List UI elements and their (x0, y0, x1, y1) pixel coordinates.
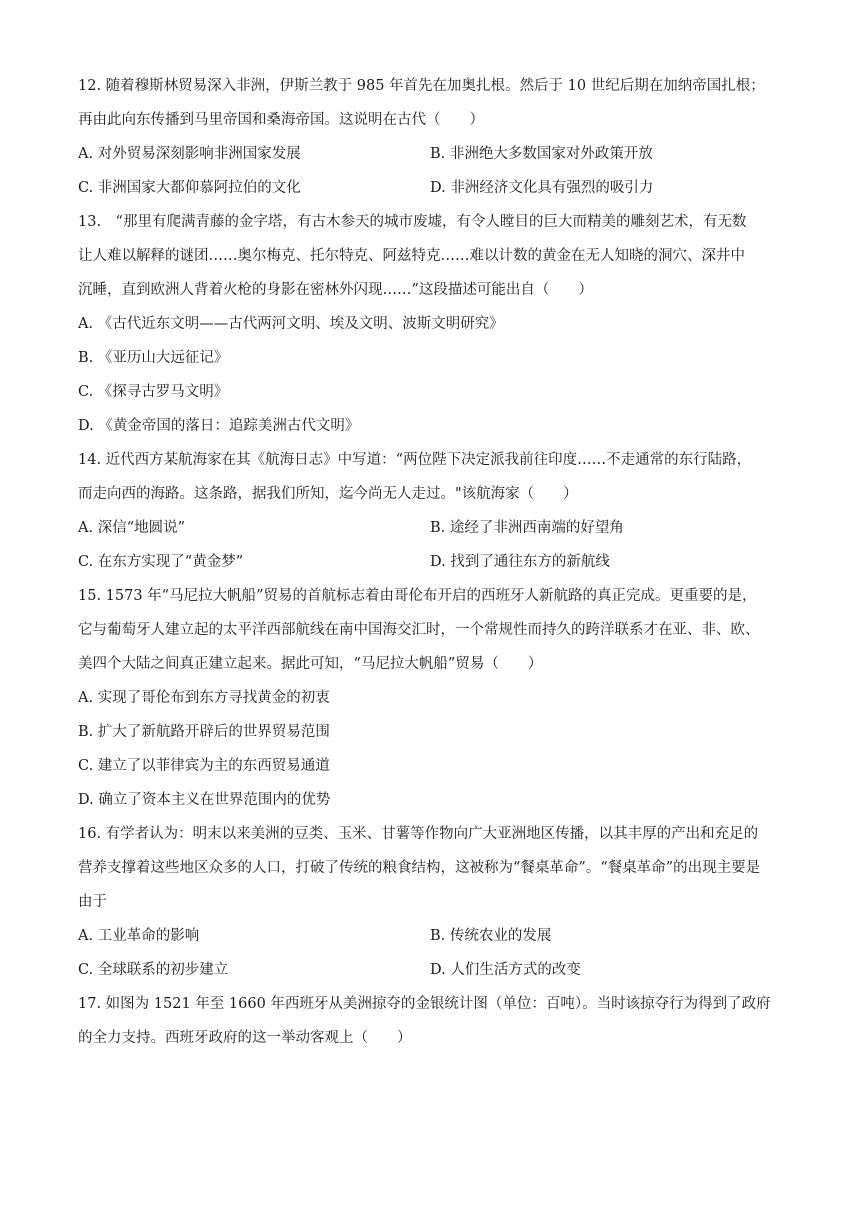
q13-option-b: B. 《亚历山大远征记》 (78, 350, 229, 366)
q14-stem-line-2: 而走向西的海路。这条路，据我们所知，迄今尚无人走过。"该航海家（ ） (78, 486, 578, 502)
q16-stem-line-3: 由于 (78, 894, 107, 910)
q16-option-d: D. 人们生活方式的改变 (430, 962, 581, 978)
q14-option-b: B. 途经了非洲西南端的好望角 (430, 520, 624, 536)
q14-option-a: A. 深信“地圆说” (78, 520, 186, 536)
q13-stem-line-2: 让人难以解释的谜团……奥尔梅克、托尔特克、阿兹特克……难以计数的黄金在无人知晓的洞穴、深井中 (78, 248, 745, 264)
q16-option-c: C. 全球联系的初步建立 (78, 962, 229, 978)
q16-option-b: B. 传统农业的发展 (430, 928, 552, 944)
q16-stem-line-1: 16. 有学者认为：明末以来美洲的豆类、玉米、甘薯等作物向广大亚洲地区传播，以其丰厚的产出和充足的 (78, 826, 759, 842)
q13-option-c: C. 《探寻古罗马文明》 (78, 384, 229, 400)
q13-option-a: A. 《古代近东文明——古代两河文明、埃及文明、波斯文明研究》 (78, 316, 504, 332)
q17-stem-line-2: 的全力支持。西班牙政府的这一举动客观上（ ） (78, 1030, 412, 1046)
q13-stem-line-3: 沉睡，直到欧洲人背着火枪的身影在密林外闪现……”这段描述可能出自（ ） (78, 282, 593, 298)
q15-option-c: C. 建立了以菲律宾为主的东西贸易通道 (78, 758, 330, 774)
q12-stem-line-2: 再由此向东传播到马里帝国和桑海帝国。这说明在古代（ ） (78, 112, 484, 128)
q15-stem-line-3: 美四个大陆之间真正建立起来。据此可知，“马尼拉大帆船”贸易（ ） (78, 656, 543, 672)
q15-option-b: B. 扩大了新航路开辟后的世界贸易范围 (78, 724, 330, 740)
q17-stem-line-1: 17. 如图为 1521 年至 1660 年西班牙从美洲掠夺的金银统计图（单位：百吨）。当时该掠夺行为得到了政府 (78, 996, 771, 1012)
q16-stem-line-2: 营养支撑着这些地区众多的人口，打破了传统的粮食结构，这被称为“餐桌革命”。“餐桌革命”的出现主要是 (78, 860, 761, 876)
q12-option-c: C. 非洲国家大都仰慕阿拉伯的文化 (78, 180, 301, 196)
q14-option-d: D. 找到了通往东方的新航线 (430, 554, 610, 570)
q13-stem-line-1: 13. “那里有爬满青藤的金字塔，有古木参天的城市废墟，有令人瞠目的巨大而精美的雕刻艺术，有无数 (78, 214, 747, 230)
q16-option-a: A. 工业革命的影响 (78, 928, 200, 944)
q15-stem-line-2: 它与葡萄牙人建立起的太平洋西部航线在南中国海交汇时，一个常规性而持久的跨洋联系才在亚、非、欧、 (78, 622, 760, 638)
q15-option-a: A. 实现了哥伦布到东方寻找黄金的初衷 (78, 690, 330, 706)
q12-option-a: A. 对外贸易深刻影响非洲国家发展 (78, 146, 301, 162)
q14-stem-line-1: 14. 近代西方某航海家在其《航海日志》中写道：“两位陛下决定派我前往印度……不走通常的东行陆路， (78, 452, 752, 468)
q12-option-d: D. 非洲经济文化具有强烈的吸引力 (430, 180, 654, 196)
q15-option-d: D. 确立了资本主义在世界范围内的优势 (78, 792, 331, 808)
q14-option-c: C. 在东方实现了“黄金梦” (78, 554, 244, 570)
q13-option-d: D. 《黄金帝国的落日：追踪美洲古代文明》 (78, 418, 360, 434)
q12-stem-line-1: 12. 随着穆斯林贸易深入非洲，伊斯兰教于 985 年首先在加奥扎根。然后于 10 世纪后期在加纳帝国扎根； (78, 78, 765, 94)
q12-option-b: B. 非洲绝大多数国家对外政策开放 (430, 146, 653, 162)
q15-stem-line-1: 15. 1573 年“马尼拉大帆船”贸易的首航标志着由哥伦布开启的西班牙人新航路的真正完成。更重要的是， (78, 588, 757, 604)
